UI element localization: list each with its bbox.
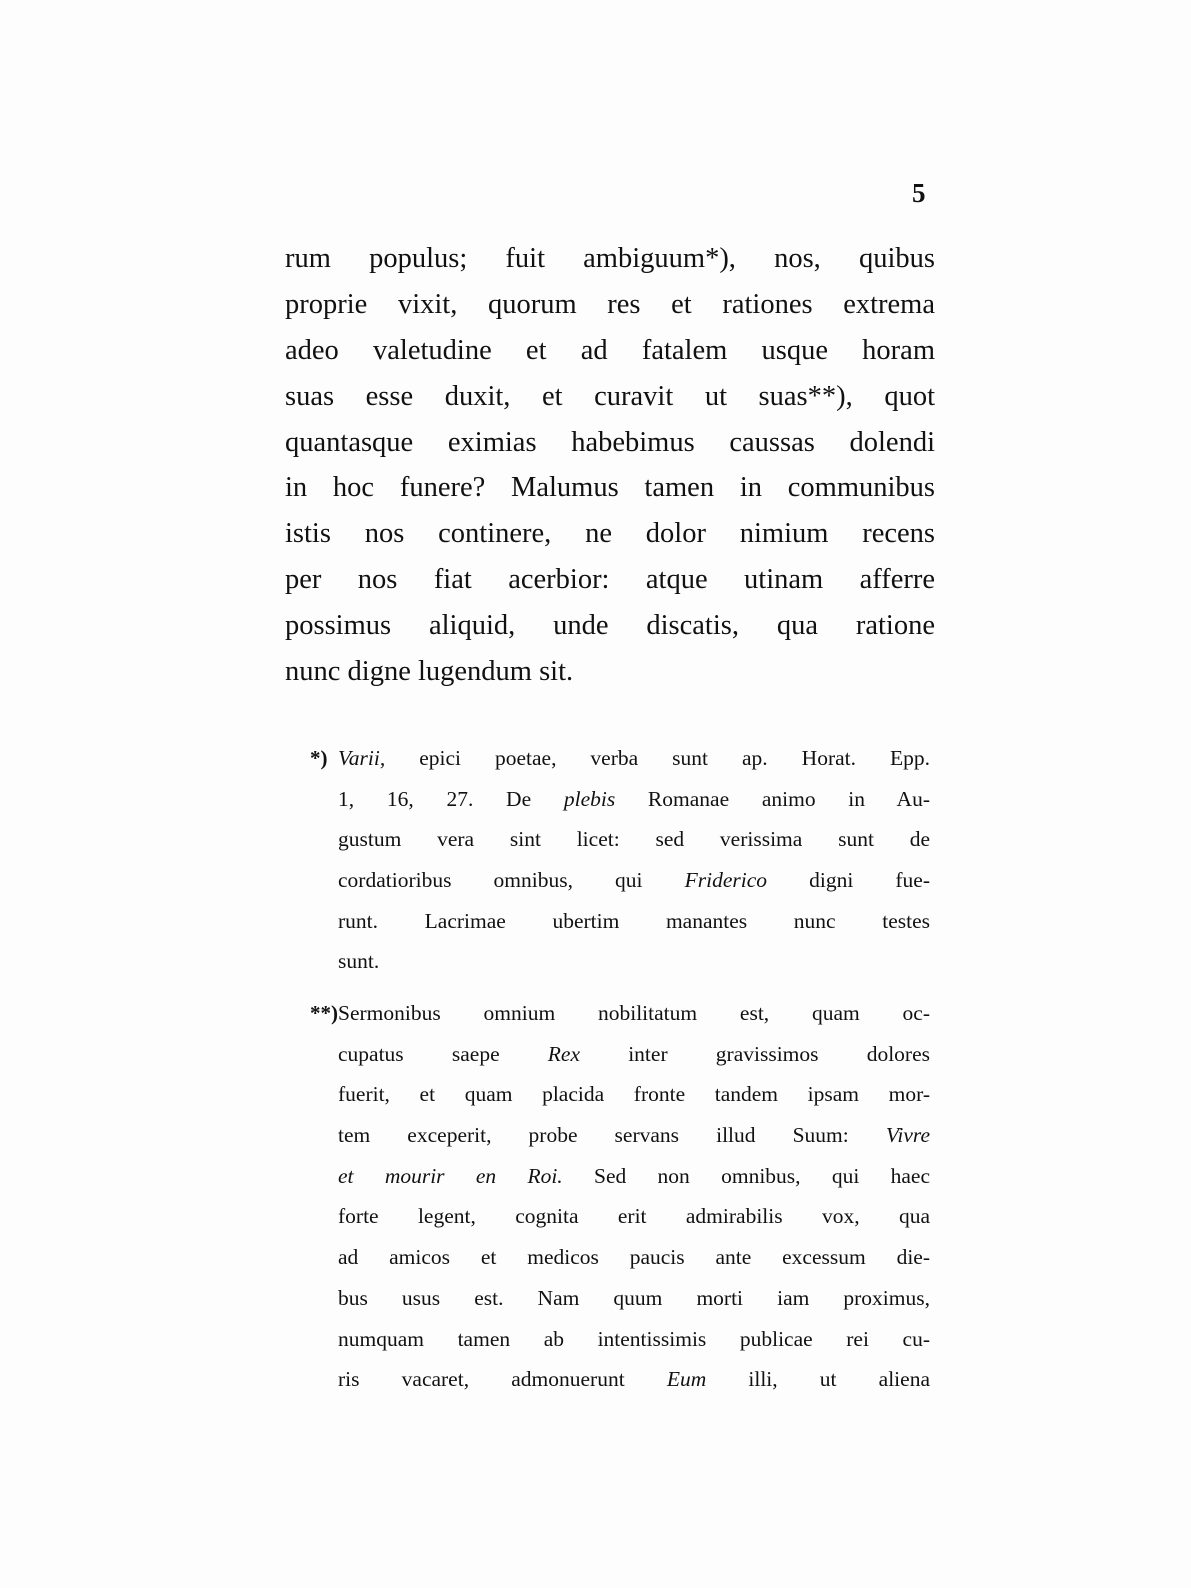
footnote-line: bus usus est. Nam quum morti iam proximus, <box>338 1285 930 1310</box>
text-line: rum populus; fuit ambiguum*), nos, quibus <box>285 243 935 274</box>
footnote-line: runt. Lacrimae ubertim manantes nunc testes <box>338 908 930 933</box>
footnote-line: fuerit, et quam placida fronte tandem ipsam mor- <box>338 1082 930 1107</box>
text-line: adeo valetudine et ad fatalem usque horam <box>285 334 935 366</box>
footnote-line: 1, 16, 27. De plebis Romanae animo in Au- <box>338 786 930 811</box>
footnote-line: gustum vera sint licet: sed verissima sunt de <box>338 827 930 852</box>
footnote-marker: **) <box>310 1001 338 1025</box>
main-paragraph <box>285 236 935 695</box>
text-line: quantasque eximias habebimus caussas dolendi <box>285 426 935 458</box>
footnote-line: cordatioribus omnibus, qui Friderico digni fue- <box>338 868 930 893</box>
footnote-line: cupatus saepe Rex inter gravissimos dolores <box>338 1041 930 1066</box>
footnote-line: forte legent, cognita erit admirabilis vox, qua <box>338 1204 930 1229</box>
footnote-line: et mourir en Roi. Sed non omnibus, qui haec <box>338 1163 930 1188</box>
text-line: possimus aliquid, unde discatis, qua ratione <box>285 610 935 642</box>
footnote-line: Sermonibus omnium nobilitatum est, quam oc- <box>338 1001 930 1025</box>
footnote-line: ad amicos et medicos paucis ante excessum die- <box>338 1245 930 1270</box>
footnote-line: tem exceperit, probe servans illud Suum: Vivre <box>338 1123 930 1148</box>
text-line: istis nos continere, ne dolor nimium recens <box>285 518 935 550</box>
footnote-line: ris vacaret, admonuerunt Eum illi, ut aliena <box>338 1367 930 1392</box>
footnote-line: Varii, epici poetae, verba sunt ap. Horat. Epp. <box>338 746 930 770</box>
text-line: proprie vixit, quorum res et rationes extrema <box>285 288 935 320</box>
footnote-body <box>338 738 930 982</box>
footnote-line: sunt. <box>338 949 380 974</box>
text-line: in hoc funere? Malumus tamen in communibus <box>285 472 935 504</box>
text-line: per nos fiat acerbior: atque utinam afferre <box>285 564 935 596</box>
footnote-body <box>338 993 930 1400</box>
page-number: 5 <box>912 178 926 208</box>
text-line: suas esse duxit, et curavit ut suas**), quot <box>285 380 935 412</box>
footnote-marker: *) <box>310 746 328 770</box>
text-line: nunc digne lugendum sit. <box>285 656 574 688</box>
footnote-line: numquam tamen ab intentissimis publicae rei cu- <box>338 1326 930 1351</box>
